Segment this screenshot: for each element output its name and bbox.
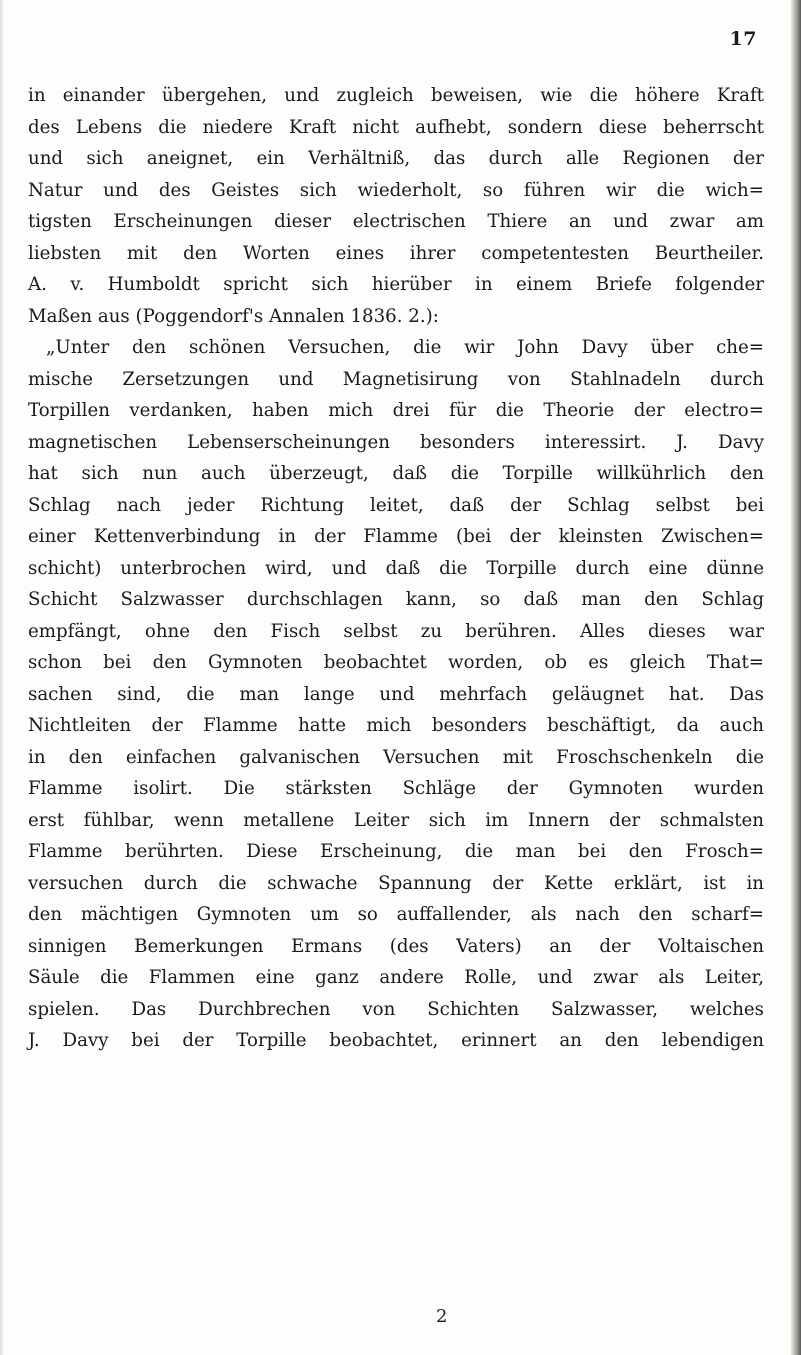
signature-mark: 2 — [436, 1306, 448, 1327]
text-line: schicht) unterbrochen wird, und daß die Torpille durch eine dünne — [28, 557, 764, 579]
text-line: Flamme isolirt. Die stärksten Schläge der Gymnoten wurden — [28, 778, 764, 799]
page-number: 17 — [729, 28, 757, 50]
text-line: tigsten Erscheinungen dieser electrischen Thiere an und zwar am — [28, 211, 764, 232]
text-line: sinnigen Bemerkungen Ermans (des Vaters) an der Voltaischen — [28, 935, 764, 957]
text-line: Maßen aus (Poggendorf's Annalen 1836. 2.): — [28, 305, 439, 327]
text-line: sachen sind, die man lange und mehrfach geläugnet hat. Das — [28, 683, 764, 705]
text-line: den mächtigen Gymnoten um so auffallender, als nach den scharf= — [28, 904, 764, 925]
text-line: des Lebens die niedere Kraft nicht aufhebt, sondern diese beherrscht — [28, 116, 764, 138]
page-right-edge-shadow — [791, 0, 801, 1355]
text-line: empfängt, ohne den Fisch selbst zu berühren. Alles dieses war — [28, 620, 764, 642]
text-line: einer Kettenverbindung in der Flamme (bei der kleinsten Zwischen= — [28, 526, 764, 547]
text-line: Schlag nach jeder Richtung leitet, daß der Schlag selbst bei — [28, 494, 764, 516]
text-line: A. v. Humboldt spricht sich hierüber in einem Briefe folgender — [28, 274, 764, 295]
text-line: Säule die Flammen eine ganz andere Rolle, und zwar als Leiter, — [28, 967, 764, 988]
text-line: in einander übergehen, und zugleich beweisen, wie die höhere Kraft — [28, 85, 764, 106]
text-line: Nichtleiten der Flamme hatte mich besonders beschäftigt, da auch — [28, 715, 764, 736]
text-line: erst fühlbar, wenn metallene Leiter sich im Innern der schmalsten — [28, 809, 764, 831]
text-line: Schicht Salzwasser durchschlagen kann, so daß man den Schlag — [28, 589, 764, 610]
body-text — [28, 80, 764, 1057]
text-line: schon bei den Gymnoten beobachtet worden, ob es gleich That= — [28, 652, 764, 673]
text-line: in den einfachen galvanischen Versuchen mit Froschschenkeln die — [28, 746, 764, 768]
text-line: und sich aneignet, ein Verhältniß, das durch alle Regionen der — [28, 148, 764, 169]
text-line: „Unter den schönen Versuchen, die wir John Davy über che= — [46, 337, 764, 358]
text-line: hat sich nun auch überzeugt, daß die Torpille willkührlich den — [28, 463, 764, 484]
text-line: spielen. Das Durchbrechen von Schichten Salzwasser, welches — [28, 998, 764, 1020]
text-line: Flamme berührten. Diese Erscheinung, die man bei den Frosch= — [28, 841, 764, 862]
text-line: versuchen durch die schwache Spannung der Kette erklärt, ist in — [28, 872, 764, 894]
page-left-edge — [0, 0, 4, 1355]
text-line: J. Davy bei der Torpille beobachtet, erinnert an den lebendigen — [28, 1030, 764, 1051]
text-line: magnetischen Lebenserscheinungen besonders interessirt. J. Davy — [28, 431, 764, 453]
text-line: liebsten mit den Worten eines ihrer competentesten Beurtheiler. — [28, 242, 764, 264]
text-line: mische Zersetzungen und Magnetisirung von Stahlnadeln durch — [28, 368, 764, 390]
text-line: Natur und des Geistes sich wiederholt, so führen wir die wich= — [28, 179, 764, 201]
text-line: Torpillen verdanken, haben mich drei für die Theorie der electro= — [28, 400, 764, 421]
